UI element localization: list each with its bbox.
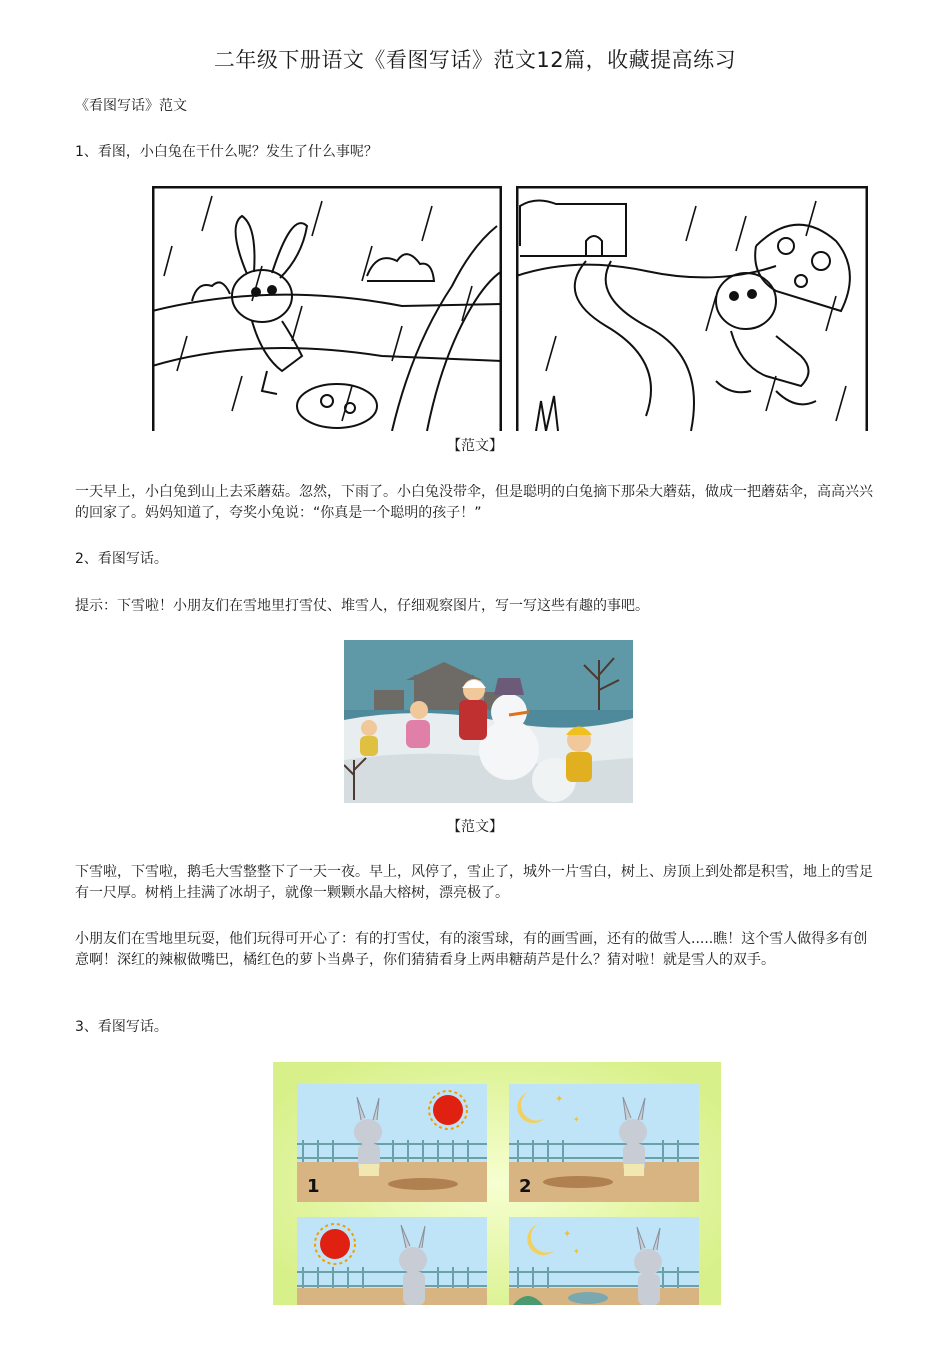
q1-prompt: 1、看图，小白兔在干什么呢？发生了什么事呢？ [75, 144, 378, 160]
q1-image-right [516, 186, 868, 431]
q2-prompt: 2、看图写话。 [75, 551, 168, 567]
q1-essay: 一天早上，小白兔到山上去采蘑菇。忽然，下雨了。小白兔没带伞，但是聪明的白兔摘下那朵大蘑菇，做成一把蘑菇伞，高高兴兴的回家了。妈妈知道了，夸奖小兔说：“你真是一个聪明的孩子！” [75, 484, 873, 521]
svg-text:✦: ✦ [563, 1229, 572, 1240]
q2-caption: 【范文】 [447, 819, 503, 835]
panel-number-1: 1 [307, 1176, 320, 1197]
svg-text:✦: ✦ [573, 1247, 580, 1256]
section-subtitle: 《看图写话》范文 [75, 98, 187, 114]
q2-snow-image [344, 640, 633, 803]
page-title: 二年级下册语文《看图写话》范文12篇，收藏提高练习 [213, 48, 737, 72]
q1-caption: 【范文】 [447, 438, 503, 454]
q2-paragraph-2: 小朋友们在雪地里玩耍，他们玩得可开心了：有的打雪仗，有的滚雪球，有的画雪画，还有的做雪人.....瞧！这个雪人做得多有创意啊！深红的辣椒做嘴巴，橘红色的萝卜当鼻子，你们猜猜看身上两串糖葫芦是什么？猜对啦！就是雪人的双手。 [75, 931, 868, 968]
q2-paragraph-1: 下雪啦，下雪啦，鹅毛大雪整整下了一天一夜。早上，风停了，雪止了，城外一片雪白，树上、房顶上到处都是积雪，地上的雪足有一尺厚。树梢上挂满了冰胡子，就像一颗颗水晶大榕树，漂亮极了。 [75, 864, 873, 901]
q1-image-left [152, 186, 502, 431]
q2-hint: 提示：下雪啦！小朋友们在雪地里打雪仗、堆雪人，仔细观察图片，写一写这些有趣的事吧。 [75, 598, 649, 614]
svg-text:✦: ✦ [573, 1115, 580, 1124]
q3-prompt: 3、看图写话。 [75, 1019, 168, 1035]
svg-text:✦: ✦ [555, 1094, 564, 1105]
q3-comic-image [273, 1062, 721, 1305]
panel-number-2: 2 [519, 1176, 532, 1197]
